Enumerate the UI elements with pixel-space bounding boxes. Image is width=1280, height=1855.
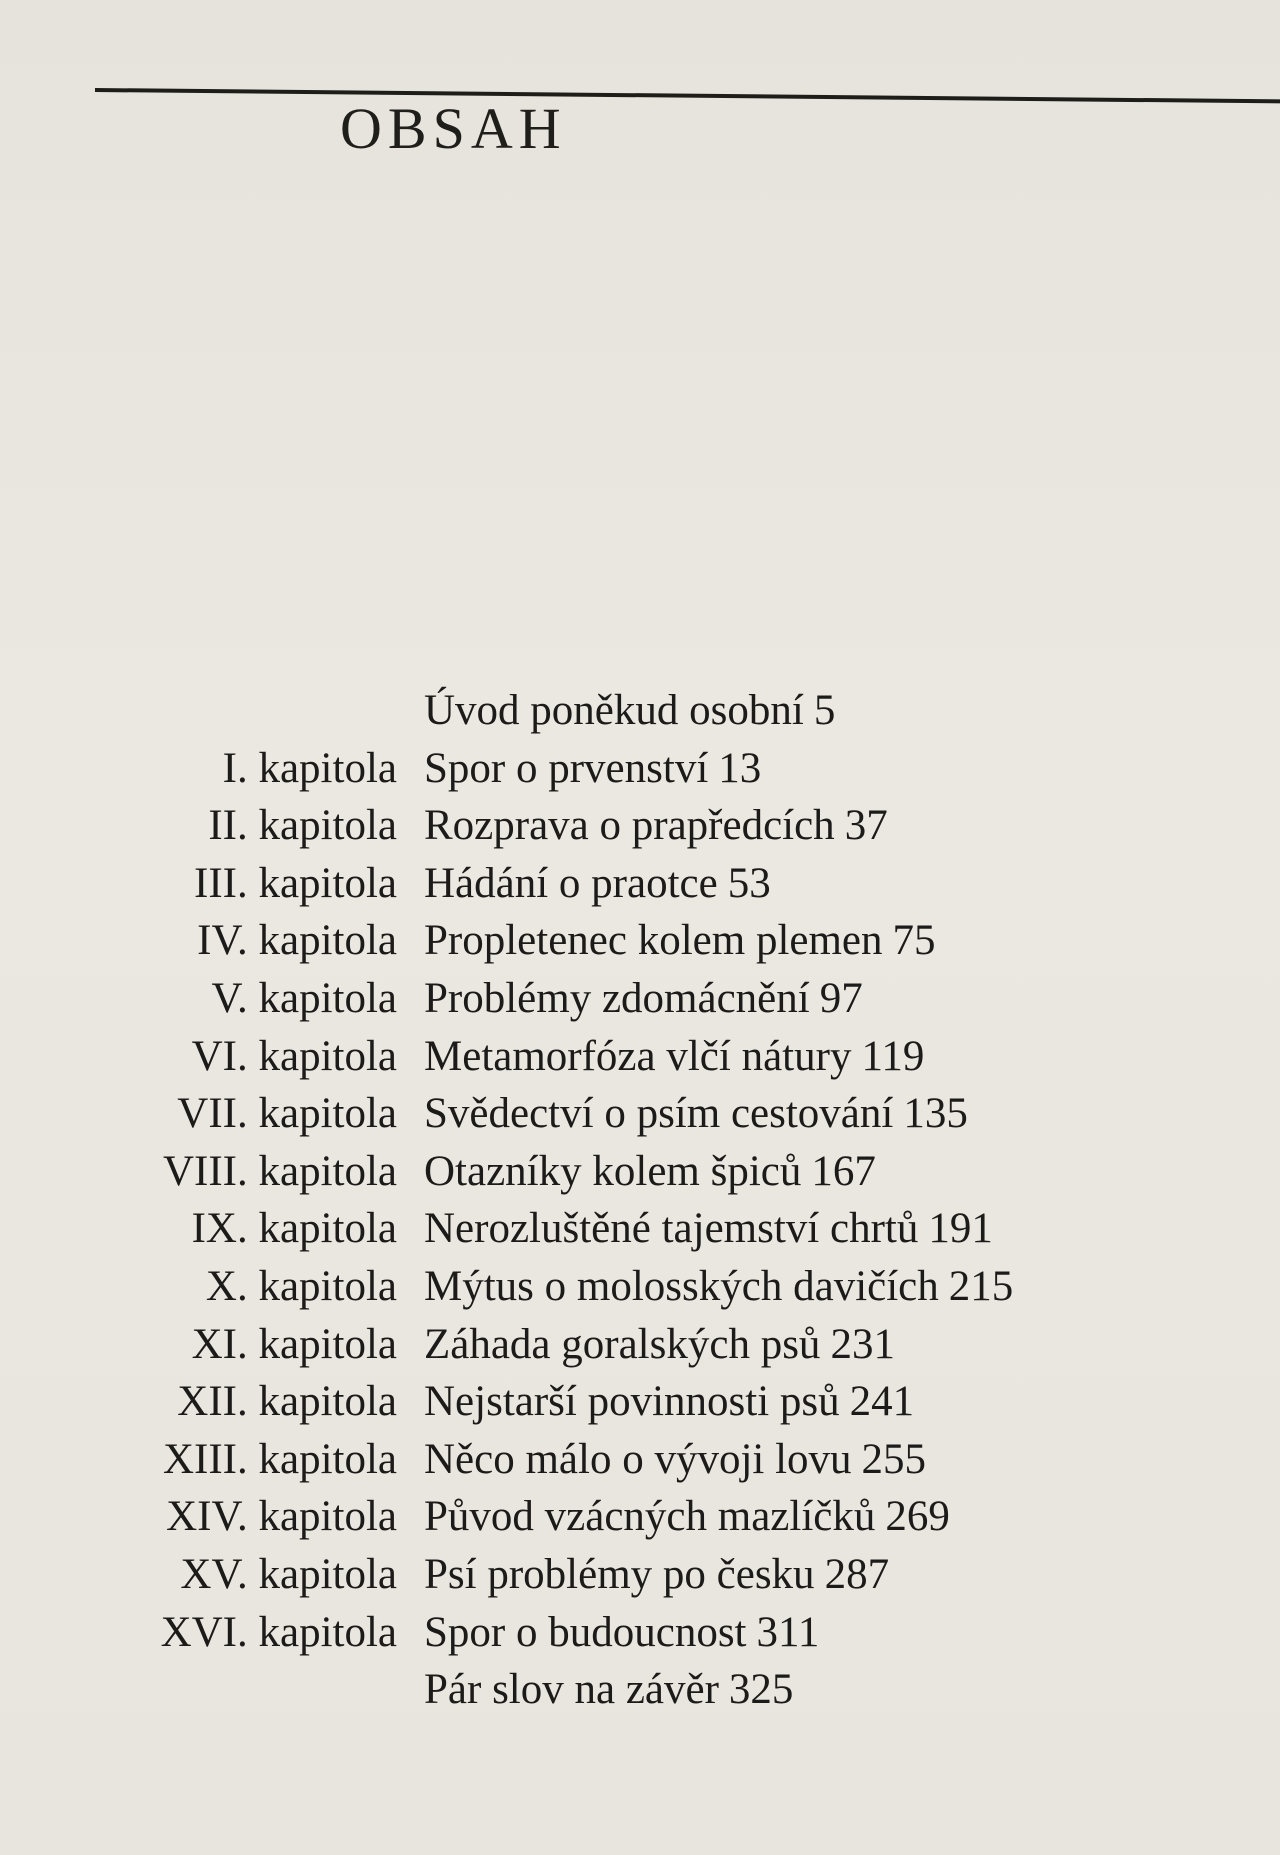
entry-title-line (424, 1316, 895, 1374)
entry-title: Mýtus o molosských davičích (424, 1262, 939, 1310)
page-number: 75 (892, 917, 936, 965)
chapter-label: XV. kapitola (180, 1550, 397, 1598)
entry-title-line (424, 1200, 993, 1258)
toc-entry (0, 1546, 1280, 1604)
entry-title: Psí problémy po česku (424, 1550, 815, 1598)
chapter-label: II. kapitola (208, 802, 397, 850)
page-number: 191 (928, 1205, 993, 1253)
entry-title-line (424, 1661, 793, 1719)
toc-entry (0, 1373, 1280, 1431)
page-title: OBSAH (340, 96, 567, 161)
entry-title: Záhada goralských psů (424, 1320, 821, 1368)
toc-entry (0, 1085, 1280, 1143)
page-number: 241 (849, 1378, 915, 1426)
toc-entry (0, 682, 1280, 740)
page-number: 13 (718, 744, 762, 792)
chapter-label: XII. kapitola (177, 1378, 397, 1426)
page-number: 167 (811, 1147, 876, 1195)
entry-title-line (424, 797, 888, 855)
toc-entry (0, 912, 1280, 970)
toc-entry (0, 797, 1280, 855)
chapter-label: X. kapitola (205, 1262, 397, 1310)
toc-entry (0, 1431, 1280, 1489)
toc-entry (0, 855, 1280, 913)
entry-title: Nejstarší povinnosti psů (424, 1378, 840, 1426)
toc-entry (0, 1200, 1280, 1258)
entry-title-line (424, 1373, 914, 1431)
entry-title-line (424, 1546, 889, 1604)
toc-entry (0, 970, 1280, 1028)
entry-title: Hádání o praotce (424, 859, 718, 907)
entry-title: Svědectví o psím cestování (424, 1090, 894, 1138)
entry-title: Pár slov na závěr (424, 1666, 719, 1714)
toc-entry (0, 1661, 1280, 1719)
top-rule (95, 88, 1280, 104)
entry-title-line (424, 1143, 876, 1201)
chapter-label: I. kapitola (222, 744, 397, 792)
chapter-label: VI. kapitola (191, 1032, 397, 1080)
page-number: 37 (844, 802, 888, 850)
entry-title-line (424, 1085, 968, 1143)
page-number: 311 (756, 1608, 820, 1656)
chapter-label: XIV. kapitola (166, 1493, 397, 1541)
entry-title-line (424, 1488, 950, 1546)
chapter-label: XI. kapitola (191, 1320, 397, 1368)
chapter-label: VIII. kapitola (162, 1147, 397, 1195)
entry-title: Rozprava o prapředcích (424, 802, 835, 850)
chapter-label: IV. kapitola (197, 917, 397, 965)
toc-entry (0, 1316, 1280, 1374)
entry-title: Nerozluštěné tajemství chrtů (424, 1205, 919, 1253)
entry-title: Spor o budoucnost (424, 1608, 747, 1656)
entry-title-line (424, 1431, 926, 1489)
entry-title-line (424, 1028, 924, 1086)
chapter-label: III. kapitola (194, 859, 397, 907)
entry-title: Něco málo o vývoji lovu (424, 1435, 852, 1483)
toc-entry (0, 1604, 1280, 1662)
toc-entry (0, 1258, 1280, 1316)
chapter-label: XVI. kapitola (160, 1608, 397, 1656)
toc-entry (0, 1143, 1280, 1201)
chapter-label: VII. kapitola (177, 1090, 397, 1138)
page-number: 255 (861, 1435, 927, 1483)
toc-entry (0, 1488, 1280, 1546)
page-number: 287 (824, 1550, 890, 1598)
page-number: 5 (813, 687, 836, 734)
toc-entry (0, 1028, 1280, 1086)
entry-title-line (424, 855, 771, 913)
entry-title: Úvod poněkud osobní (424, 687, 804, 734)
entry-title-line (424, 912, 936, 970)
chapter-label: V. kapitola (211, 974, 397, 1022)
entry-title-line (424, 740, 761, 798)
page-number: 53 (727, 859, 771, 907)
page-number: 97 (819, 974, 863, 1022)
entry-title: Metamorfóza vlčí nátury (424, 1032, 852, 1080)
table-of-contents (0, 682, 1280, 1719)
toc-entry (0, 740, 1280, 798)
page-number: 119 (861, 1032, 925, 1080)
entry-title-line (424, 682, 835, 740)
page-number: 135 (903, 1090, 968, 1138)
entry-title: Problémy zdomácnění (424, 974, 810, 1022)
page-number: 231 (830, 1320, 895, 1368)
chapter-label: IX. kapitola (191, 1205, 397, 1253)
entry-title: Otazníky kolem špiců (424, 1147, 802, 1195)
entry-title-line (424, 970, 863, 1028)
entry-title-line (424, 1258, 1013, 1316)
page-number: 325 (728, 1666, 794, 1714)
entry-title: Spor o prvenství (424, 744, 709, 792)
page-number: 215 (948, 1262, 1014, 1310)
page-number: 269 (885, 1493, 950, 1541)
entry-title-line (424, 1604, 819, 1662)
entry-title: Původ vzácných mazlíčků (424, 1493, 876, 1541)
entry-title: Propletenec kolem plemen (424, 917, 883, 965)
chapter-label: XIII. kapitola (162, 1435, 397, 1483)
